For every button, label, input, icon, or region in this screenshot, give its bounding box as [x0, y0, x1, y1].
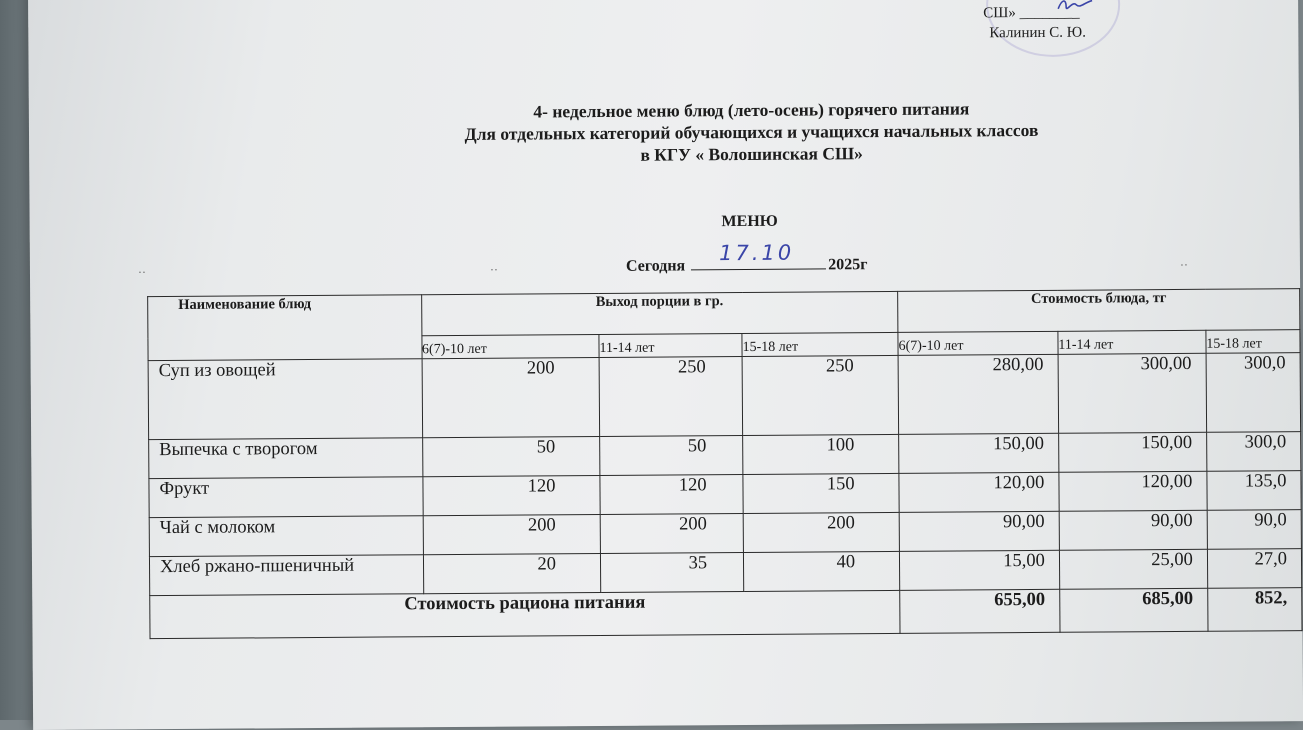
signature-icon	[1056, 0, 1096, 15]
table-row	[148, 353, 1301, 440]
cost-cell: 90,0	[1207, 510, 1301, 550]
total-cost-cell: 852,	[1208, 588, 1302, 632]
portion-cell: 150	[743, 473, 899, 513]
dish-name: Фрукт	[149, 477, 423, 518]
cost-cell: 150,00	[899, 433, 1059, 473]
portion-cell: 250	[742, 355, 899, 435]
age-group-cell: 6(7)-10 лет	[421, 335, 599, 359]
portion-cell: 35	[600, 553, 743, 593]
portion-cell: 200	[423, 515, 601, 555]
dish-name: Выпечка с творогом	[149, 438, 423, 479]
age-group-cell: 6(7)-10 лет	[898, 331, 1058, 355]
title-line-3: в КГУ « Волошинская СШ»	[640, 143, 863, 165]
date-blank	[691, 240, 826, 270]
cost-cell: 300,0	[1206, 353, 1301, 433]
cost-cell: 120,00	[1059, 471, 1207, 511]
cost-cell: 120,00	[899, 472, 1059, 512]
cost-cell: 90,00	[899, 511, 1059, 551]
dish-name: Чай с молоком	[149, 516, 423, 557]
portion-cell: 250	[599, 357, 743, 437]
age-group-cell: 11-14 лет	[599, 334, 742, 358]
cost-cell: 300,00	[1058, 353, 1207, 433]
today-year: 2025г	[828, 256, 868, 274]
approval-org-cont: СШ» ________	[983, 4, 1080, 22]
age-group-cell: 15-18 лет	[742, 332, 898, 356]
portion-cell: 120	[422, 476, 600, 516]
cost-cell: 300,0	[1206, 432, 1300, 472]
cost-cell: 280,00	[898, 354, 1058, 434]
approval-director: Калинин С. Ю.	[989, 24, 1087, 42]
total-row	[150, 588, 1302, 639]
portion-cell: 40	[744, 551, 900, 591]
document-page	[28, 0, 1303, 730]
total-label: Стоимость рациона питания	[150, 590, 900, 638]
stray-mark: ··	[489, 262, 499, 277]
cost-cell: 150,00	[1058, 432, 1206, 472]
title-line-1: 4- недельное меню блюд (лето-осень) горячего питания	[533, 98, 970, 122]
handwritten-date: 17.10	[719, 240, 795, 266]
portion-cell: 50	[422, 437, 600, 477]
cost-cell: 135,0	[1207, 471, 1301, 511]
portion-cell: 50	[600, 436, 743, 476]
menu-heading: МЕНЮ	[721, 212, 778, 231]
dish-name: Суп из овощей	[148, 359, 422, 440]
dish-name: Хлеб ржано-пшеничный	[149, 555, 423, 596]
stray-mark: ··	[1179, 257, 1188, 272]
menu-table	[147, 288, 1302, 639]
cost-cell: 25,00	[1059, 549, 1207, 589]
age-group-cell: 11-14 лет	[1058, 330, 1206, 354]
portion-cell: 20	[423, 554, 601, 594]
header-cost: Стоимость блюда, тг	[898, 289, 1300, 333]
total-cost-cell: 655,00	[900, 589, 1060, 633]
total-cost-cell: 685,00	[1060, 588, 1208, 632]
today-line	[625, 240, 868, 276]
cost-cell: 27,0	[1207, 549, 1301, 589]
portion-cell: 200	[600, 514, 743, 554]
portion-cell: 100	[743, 434, 899, 474]
portion-cell: 120	[600, 475, 743, 515]
portion-cell: 200	[422, 358, 600, 438]
stray-mark: ··	[137, 265, 147, 280]
cost-cell: 15,00	[900, 550, 1060, 590]
header-portion: Выход порции в гр.	[421, 291, 898, 335]
today-label: Сегодня	[625, 257, 686, 275]
age-group-cell: 15-18 лет	[1206, 330, 1300, 354]
approval-block	[933, 0, 1133, 44]
document-title	[329, 96, 1174, 168]
portion-cell: 200	[743, 512, 899, 552]
title-line-2: Для отдельных категорий обучающихся и учащихся начальных классов	[464, 119, 1039, 144]
header-dish-name: Наименование блюд	[148, 295, 422, 361]
cost-cell: 90,00	[1059, 510, 1207, 550]
